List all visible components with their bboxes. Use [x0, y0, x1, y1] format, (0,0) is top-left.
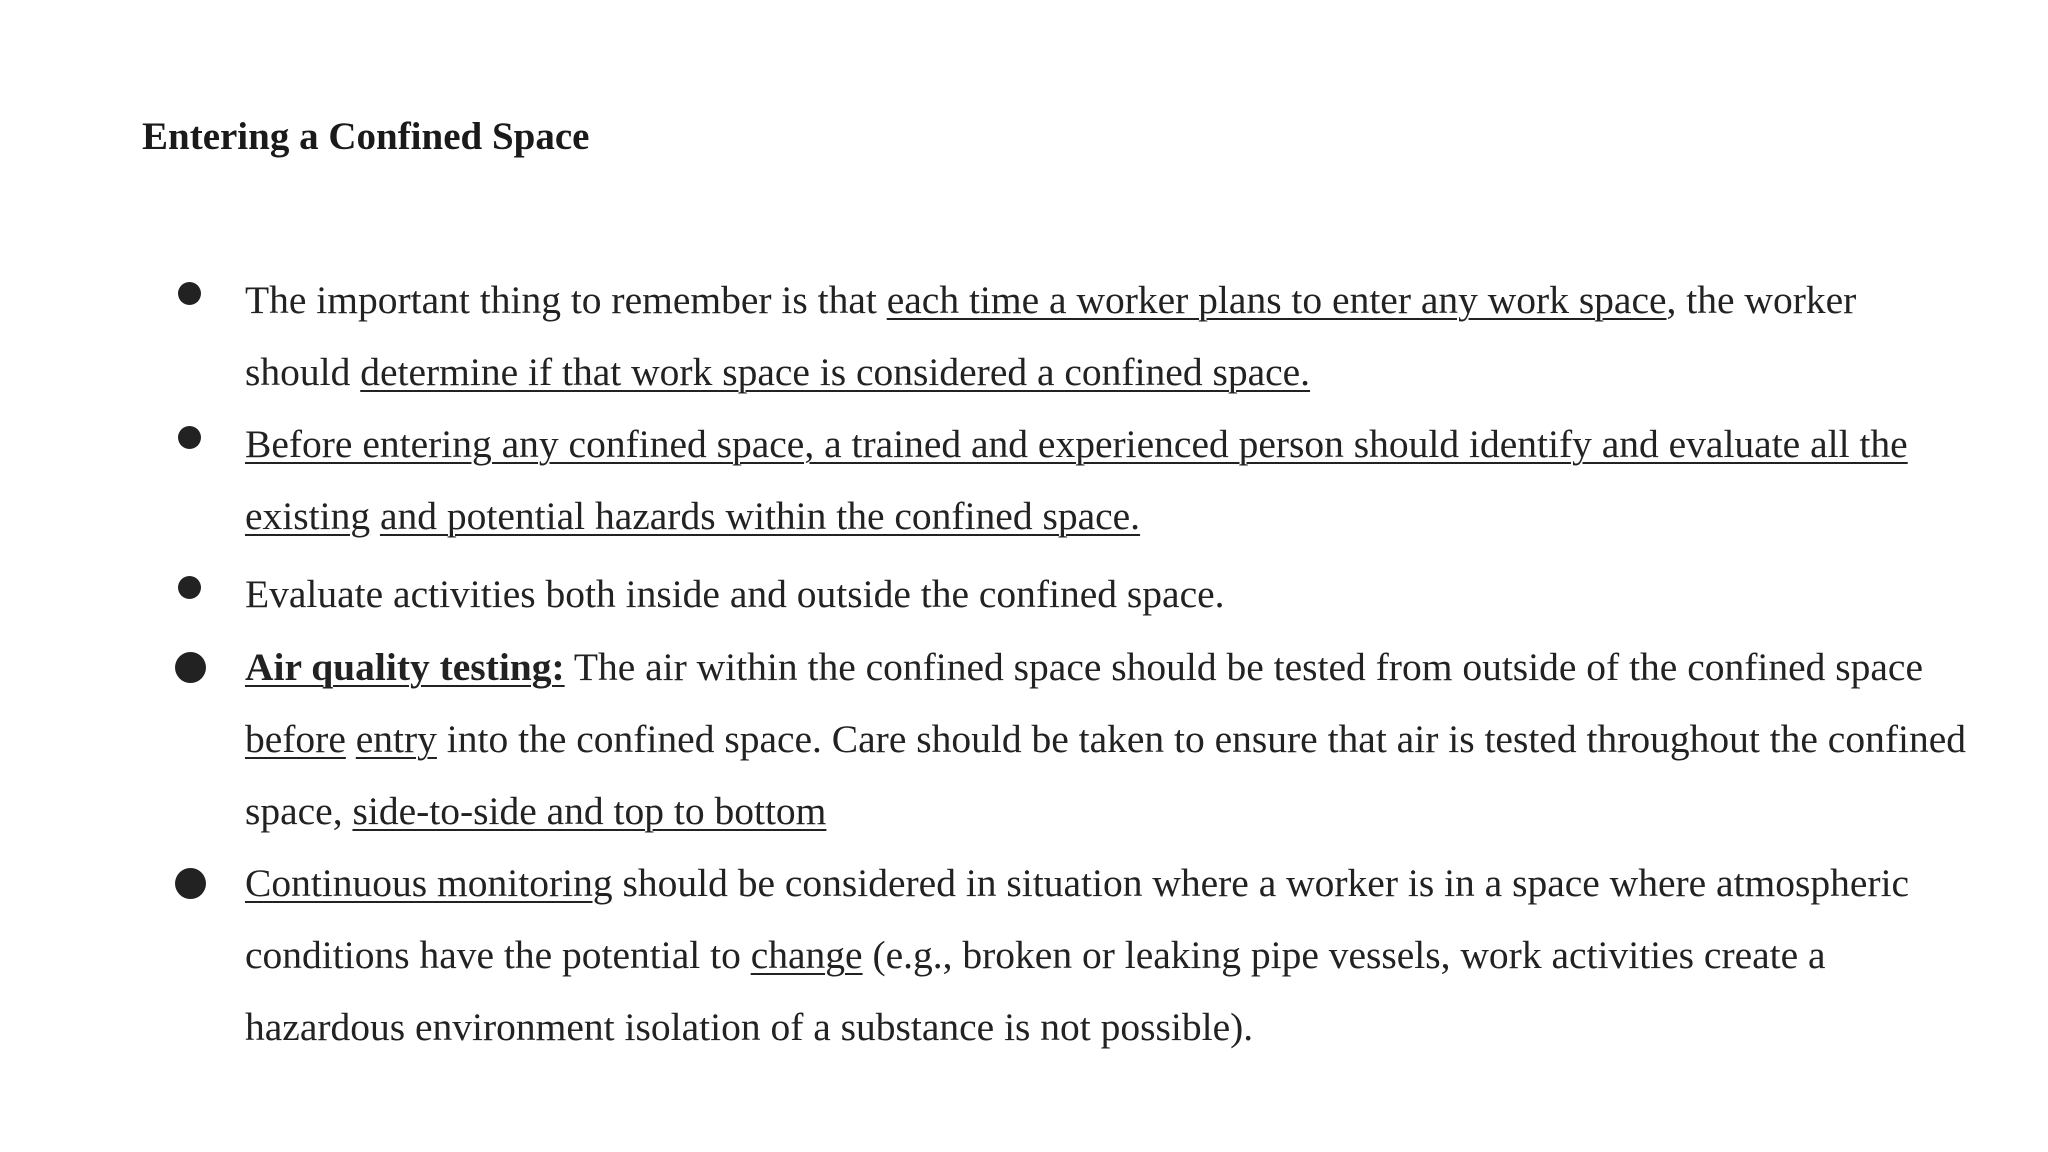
text: The important thing to remember is that: [245, 278, 887, 322]
text: conditions have the potential to: [245, 933, 751, 977]
bullet-item-5: [245, 847, 2025, 1063]
bullet-item-2: [245, 408, 2025, 552]
text: space,: [245, 789, 353, 833]
bullet-dot: [178, 576, 201, 599]
bullet-5-line-1: [245, 847, 2025, 919]
text: , the worker: [1666, 278, 1857, 322]
text: (e.g., broken or leaking pipe vessels, work activities create a: [862, 933, 1826, 977]
bullet-1-line-1: [245, 264, 2025, 336]
underlined-text: each time a worker plans to enter any work space: [886, 278, 1667, 322]
bullet-4-line-1: [245, 631, 2025, 703]
bullet-item-1: [245, 264, 2025, 408]
underlined-text: existing: [245, 494, 371, 538]
bullet-4-line-3: [245, 775, 2025, 847]
text: should: [245, 350, 361, 394]
bullet-dot: [178, 282, 201, 305]
bullet-item-4: [245, 631, 2025, 847]
underlined-text: Continuous monitoring: [245, 861, 613, 905]
text: [370, 494, 380, 538]
text: hazardous environment isolation of a substance is not possible).: [245, 1005, 1254, 1049]
bullet-item-3: [245, 558, 2025, 630]
text: [346, 717, 356, 761]
underlined-text: entry: [355, 717, 437, 761]
text: into the confined space. Care should be taken to ensure that air is tested throughout the confined: [436, 717, 1967, 761]
text: should be considered in situation where a worker is in a space where atmospheric: [612, 861, 1910, 905]
bullet-dot: [178, 426, 201, 449]
underlined-text: side-to-side and top to bottom: [352, 789, 827, 833]
page-title: Entering a Confined Space: [142, 115, 590, 158]
bullet-4-line-2: [245, 703, 2025, 775]
underlined-text: Before entering any confined space, a trained and experienced person should identify and evaluate all the: [245, 422, 1908, 466]
text: The air within the confined space should be tested from outside of the confined space: [564, 645, 1923, 689]
bullet-2-line-1: [245, 408, 2025, 480]
underlined-text: before: [245, 717, 346, 761]
bullet-2-line-2: [245, 480, 2025, 552]
bold-underlined-text: Air quality testing:: [245, 645, 565, 689]
underlined-text: and potential hazards within the confined space.: [379, 494, 1141, 538]
underlined-text: determine if that work space is considered a confined space.: [360, 350, 1311, 394]
bullet-3-line-1: [245, 558, 2025, 630]
underlined-text: change: [750, 933, 863, 977]
bullet-5-line-2: [245, 919, 2025, 991]
bullet-dot: [175, 868, 206, 899]
bullet-1-line-2: [245, 336, 2025, 408]
bullet-dot: [175, 652, 206, 683]
bullet-5-line-3: [245, 991, 2025, 1063]
text: Evaluate activities both inside and outside the confined space.: [245, 572, 1225, 616]
